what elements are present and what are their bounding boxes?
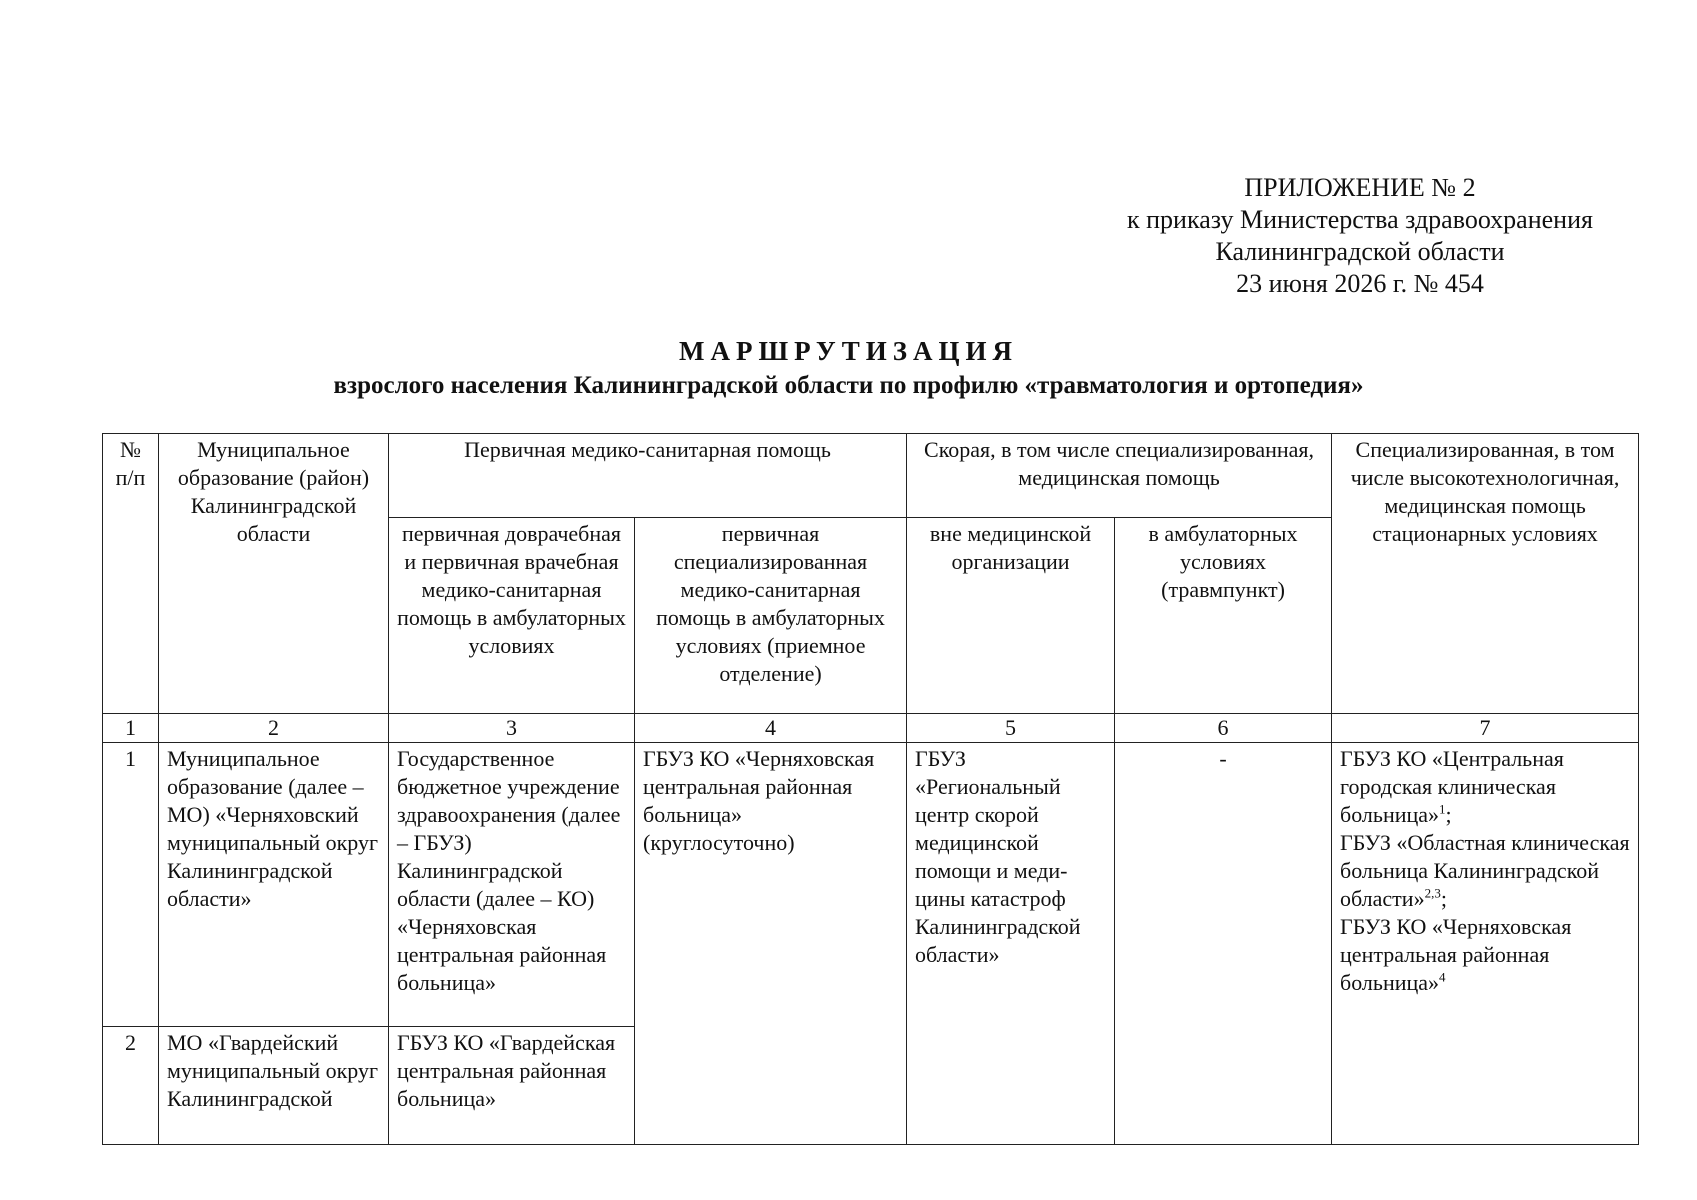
appendix-line-2: к приказу Министерства здравоохранения (1127, 205, 1593, 234)
header-primary-special: первичная специализированная медико-санитарная помощь в амбулаторных условиях (приемное отделение) (635, 518, 907, 714)
row-specialized (1332, 743, 1639, 1145)
appendix-line-4: 23 июня 2026 г. № 454 (1236, 269, 1484, 298)
column-number: 2 (159, 714, 389, 743)
column-numbers-row (103, 714, 1639, 743)
column-number: 5 (907, 714, 1115, 743)
header-emergency-ambulatory: в амбулаторных условиях (травмпункт) (1115, 518, 1332, 714)
row-municipality: Муниципальное образование (далее – МО) «Черняховский муниципальный округ Калининградской области» (159, 743, 389, 1027)
footnote-ref: 4 (1439, 969, 1446, 985)
specialized-item-2: ГБУЗ «Областная клиническая больница Калининградской области» (1340, 830, 1630, 911)
row-emergency-ambulatory: - (1115, 743, 1332, 1145)
column-number: 1 (103, 714, 159, 743)
row-primary-prevrach: Государственное бюджетное учреждение здравоохранения (далее – ГБУЗ) Калининградской области (далее – КО) «Черняховская центральная районная больница» (389, 743, 635, 1027)
row-primary-special: ГБУЗ КО «Черняховская центральная районная больница» (круглосуточно) (635, 743, 907, 1145)
row-primary-prevrach: ГБУЗ КО «Гвардейская центральная районная больница» (389, 1027, 635, 1145)
header-emergency: Скорая, в том числе специализированная, медицинская помощь (907, 434, 1332, 518)
appendix-line-1: ПРИЛОЖЕНИЕ № 2 (1244, 173, 1476, 202)
column-number: 6 (1115, 714, 1332, 743)
footnote-ref: 1 (1439, 801, 1446, 817)
header-primary-prevrach: первичная доврачебная и первичная врачебная медико-санитарная помощь в амбулаторных условиях (389, 518, 635, 714)
separator: ; (1445, 802, 1452, 827)
row-emergency-outside: ГБУЗ «Региональный центр скорой медицинской помощи и меди-цины катастроф Калининградской области» (907, 743, 1115, 1145)
row-municipality: МО «Гвардейский муниципальный округ Калининградской (159, 1027, 389, 1145)
appendix-line-3: Калининградской области (1215, 237, 1505, 266)
specialized-item-1: ГБУЗ КО «Центральная городская клиническая больница» (1340, 746, 1564, 827)
header-primary: Первичная медико-санитарная помощь (389, 434, 907, 518)
appendix-block (1040, 172, 1680, 300)
specialized-item-3: ГБУЗ КО «Черняховская центральная районная больница» (1340, 914, 1572, 995)
document-title: МАРШРУТИЗАЦИЯ (678, 336, 1019, 366)
row-num: 1 (103, 743, 159, 1027)
header-municipality: Муниципальное образование (район) Калининградской области (159, 434, 389, 714)
column-number: 4 (635, 714, 907, 743)
header-num: № п/п (103, 434, 159, 714)
column-number: 3 (389, 714, 635, 743)
header-emergency-outside: вне медицинской организации (907, 518, 1115, 714)
separator: ; (1440, 886, 1447, 911)
routing-table (102, 433, 1639, 1145)
column-number: 7 (1332, 714, 1639, 743)
footnote-ref: 2,3 (1424, 885, 1441, 901)
document-subtitle: взрослого населения Калининградской области по профилю «травматология и ортопедия» (333, 372, 1364, 399)
row-num: 2 (103, 1027, 159, 1145)
header-specialized: Специализированная, в том числе высокотехнологичная, медицинская помощь стационарных условиях (1332, 434, 1639, 714)
table-row (103, 743, 1639, 1027)
